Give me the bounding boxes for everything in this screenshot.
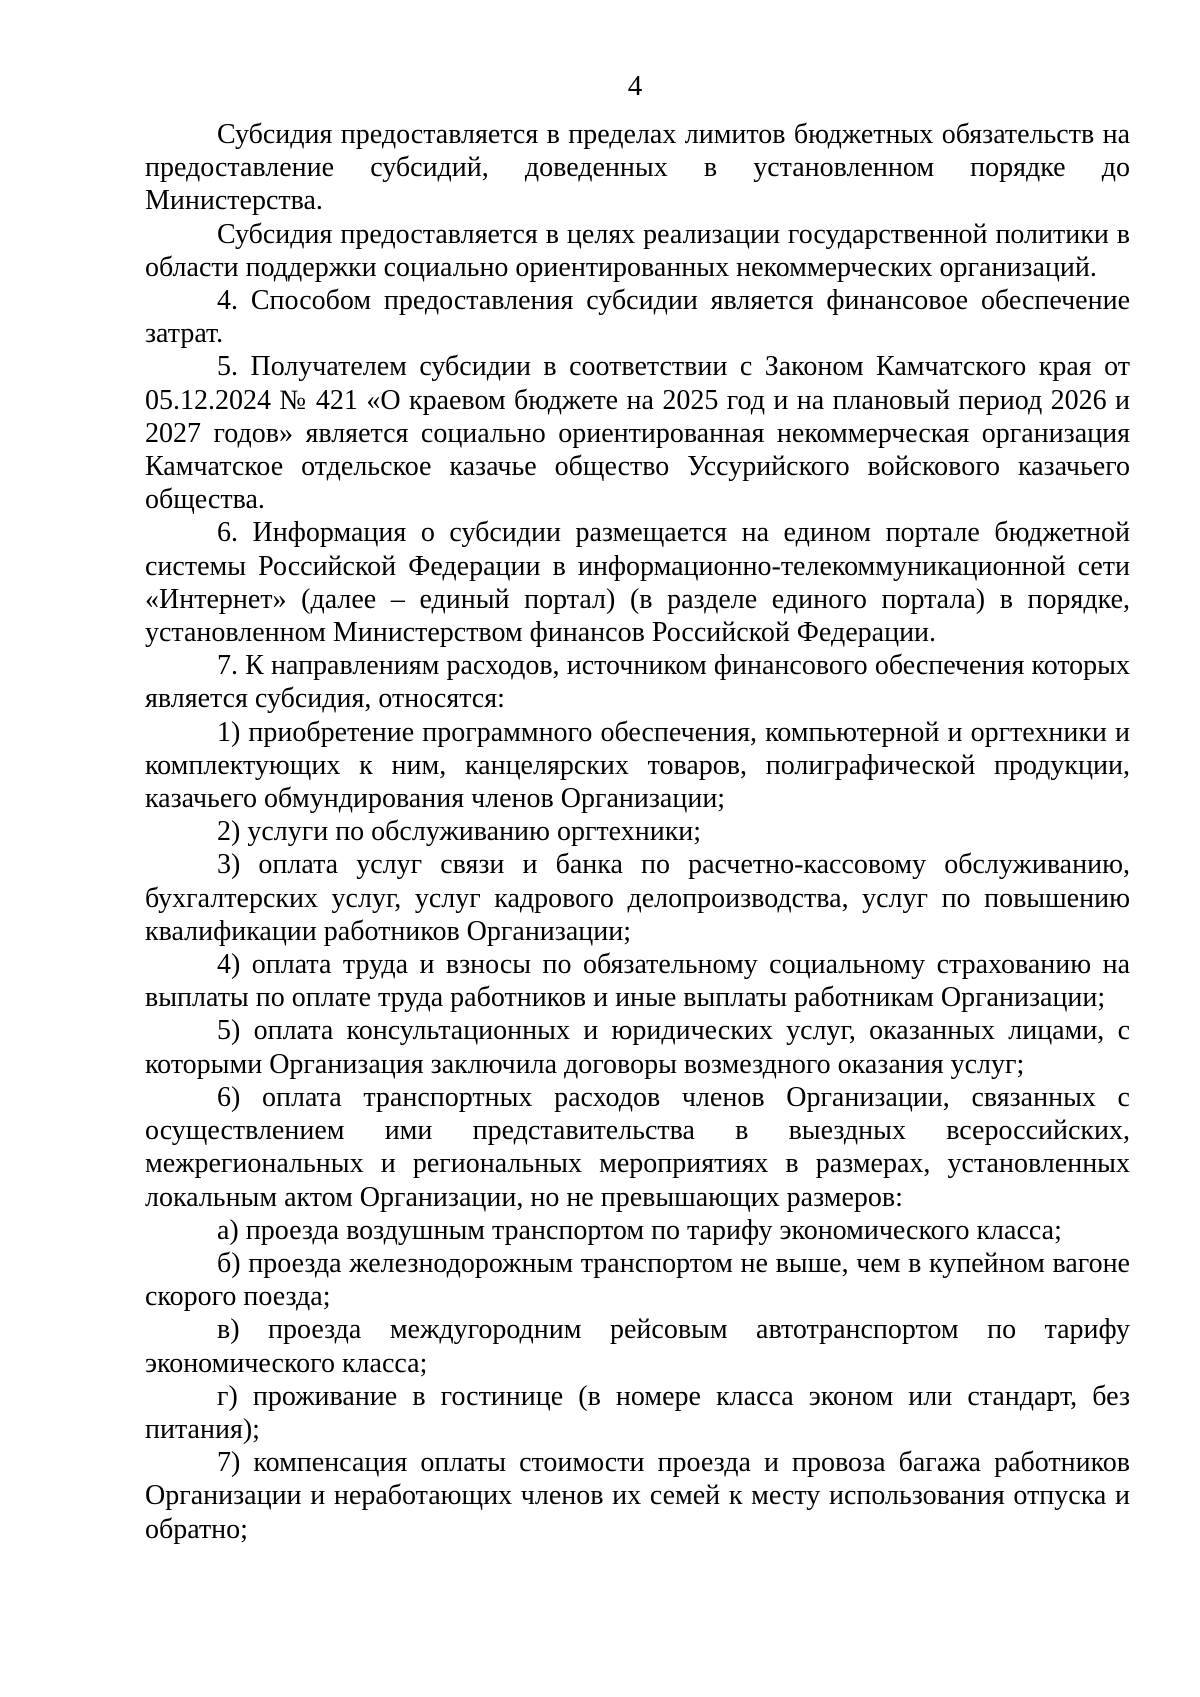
list-item-3: 3) оплата услуг связи и банка по расчетно-кассовому обслуживанию, бухгалтерских услуг, услуг кадрового делопроизводства, услуг по повышению квалификации работников Организации;: [145, 849, 1130, 947]
sub-item-v: в) проезда междугородним рейсовым автотранспортом по тарифу экономического класса;: [145, 1314, 1130, 1379]
paragraph-item-6: 6. Информация о субсидии размещается на едином портале бюджетной системы Российской Федерации в информационно-телекоммуникационной сети «Интернет» (далее – единый портал) (в разделе единого портала) в порядке, установленном Министерством финансов Российской Федерации.: [145, 517, 1130, 649]
list-item-7: 7) компенсация оплаты стоимости проезда и провоза багажа работников Организации и неработающих членов их семей к месту использования отпуска и обратно;: [145, 1447, 1130, 1545]
sub-item-a: а) проезда воздушным транспортом по тарифу экономического класса;: [217, 1214, 1062, 1246]
paragraph-item-4: 4. Способом предоставления субсидии является финансовое обеспечение затрат.: [145, 285, 1130, 350]
paragraph-subsidy-limits: Субсидия предоставляется в пределах лимитов бюджетных обязательств на предоставление субсидий, доведенных в установленном порядке до Министерства.: [145, 119, 1130, 217]
document-body: [145, 118, 1130, 1546]
list-item-1: 1) приобретение программного обеспечения, компьютерной и оргтехники и комплектующих к ним, канцелярских товаров, полиграфической продукции, казачьего обмундирования членов Организации;: [145, 716, 1130, 815]
list-item-4: 4) оплата труда и взносы по обязательному социальному страхованию на выплаты по оплате труда работников и иные выплаты работникам Организации;: [145, 949, 1130, 1014]
paragraph-subsidy-purpose: Субсидия предоставляется в целях реализации государственной политики в области поддержки социально ориентированных некоммерческих организаций.: [145, 218, 1130, 283]
page-number: 4: [627, 70, 643, 102]
paragraph-item-7: 7. К направлениям расходов, источником финансового обеспечения которых является субсидия, относятся:: [145, 650, 1130, 715]
list-item-5: 5) оплата консультационных и юридических услуг, оказанных лицами, с которыми Организация заключила договоры возмездного оказания услуг;: [145, 1015, 1130, 1080]
paragraph-item-5: 5. Получателем субсидии в соответствии с Законом Камчатского края от 05.12.2024 № 421 «О краевом бюджете на 2025 год и на плановый период 2026 и 2027 годов» является социально ориентированная некоммерческая организация Камчатское отдельское казачье общество Уссурийского войскового казачьего общества.: [145, 351, 1130, 516]
sub-item-b: б) проезда железнодорожным транспортом не выше, чем в купейном вагоне скорого поезда;: [145, 1247, 1130, 1313]
list-item-2: 2) услуги по обслуживанию оргтехники;: [217, 816, 702, 848]
list-item-6: 6) оплата транспортных расходов членов Организации, связанных с осуществлением ими представительства в выездных всероссийских, межрегиональных и региональных мероприятиях в размерах, установленных локальным актом Организации, но не превышающих размеров:: [145, 1081, 1130, 1213]
sub-item-g: г) проживание в гостинице (в номере класса эконом или стандарт, без питания);: [145, 1380, 1130, 1445]
